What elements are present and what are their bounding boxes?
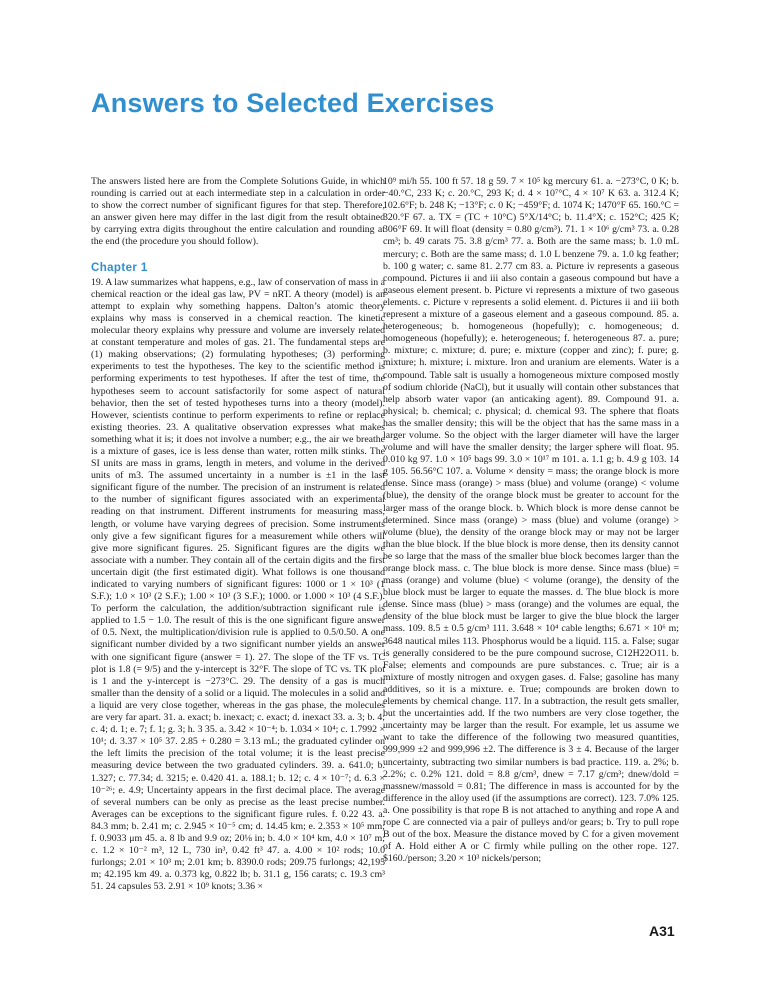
right-column bbox=[383, 176, 679, 865]
answers-right-text: 10⁹ mi/h 55. 100 ft 57. 18 g 59. 7 × 10⁵ kg mercury 61. a. −273°C, 0 K; b. −40.°C, 233 K; c. 20.°C, 293 K; d. 4 × 10⁷°C, 4 × 10⁷ K 63. a. 312.4 K; 102.6°F; b. 248 K; −13°F; c. 0 K; −459°F; d. 1074 K; 1470°F 65. 160.°C = 320.°F 67. a. TX = (TC + 10°C) 5°X/14°C; b. 11.4°X; c. 152°C; 425 K; 306°F 69. It will float (density = 0.80 g/cm³). 71. 1 × 10⁶ g/cm³ 73. a. 0.28 cm³; b. 49 carats 75. 3.8 g/cm³ 77. a. Both are the same mass; b. 1.0 mL mercury; c. Both are the same mass; d. 1.0 L benzene 79. a. 1.0 kg feather; b. 100 g water; c. same 81. 2.77 cm 83. a. Picture iv represents a gaseous compound. Pictures ii and iii also contain a gaseous compound but have a gaseous element present. b. Picture vi represents a mixture of two gaseous elements. c. Picture v represents a solid element. d. Pictures ii and iii both represent a mixture of a gaseous element and a gaseous compound. 85. a. heterogeneous; b. homogeneous (hopefully); c. homogeneous; d. homogeneous (hopefully); e. heterogeneous; f. heterogeneous 87. a. pure; b. mixture; c. mixture; d. pure; e. mixture (copper and zinc); f. pure; g. mixture; h. mixture; i. mixture. Iron and uranium are elements. Water is a compound. Table salt is usually a homogeneous mixture composed mostly of sodium chloride (NaCl), but it usually will contain other substances that help absorb water vapor (an anticaking agent). 89. Compound 91. a. physical; b. chemical; c. physical; d. chemical 93. The sphere that floats has the smaller density; this will be the object that has the same mass in a larger volume. So the object with the larger diameter will have the larger volume and will have the smaller density; the larger sphere will float. 95. 0.010 kg 97. 1.0 × 10⁵ bags 99. 3.0 × 10¹⁷ m 101. a. 1.1 g; b. 4.9 g 103. 14 g 105. 56.56°C 107. a. Volume × density = mass; the orange block is more dense. Since mass (orange) > mass (blue) and volume (orange) < volume (blue), the density of the orange block must be greater to account for the larger mass of the orange block. b. Which block is more dense cannot be determined. Since mass (orange) > mass (blue) and volume (orange) > volume (blue), the density of the orange block may or may not be larger than the blue block. If the blue block is more dense, then its density cannot be so large that the mass of the smaller blue block becomes larger than the orange block mass. c. The blue block is more dense. Since mass (blue) = mass (orange) and volume (blue) < volume (orange), the density of the blue block must be larger to equate the masses. d. The blue block is more dense. Since mass (blue) > mass (orange) and the volumes are equal, the density of the blue block must be larger to give the blue block the larger mass. 109. 8.5 ± 0.5 g/cm³ 111. 3.648 × 10⁴ cable lengths; 6.671 × 10⁶ m; 3648 nautical miles 113. Phosphorus would be a liquid. 115. a. False; sugar is generally considered to be the pure compound sucrose, C12H22O11. b. False; elements and compounds are pure substances. c. True; air is a mixture of mostly nitrogen and oxygen gases. d. False; gasoline has many additives, so it is a mixture. e. True; compounds are broken down to elements by chemical change. 117. In a subtraction, the result gets smaller, but the uncertainties add. If the two numbers are very close together, the uncertainty may be larger than the result. For example, let us assume we want to take the difference of the following two measured quantities, 999,999 ±2 and 999,996 ±2. The difference is 3 ± 4. Because of the larger uncertainty, subtracting two similar numbers is bad practice. 119. a. 2%; b. 2.2%; c. 0.2% 121. dold = 8.8 g/cm³, dnew = 7.17 g/cm³; dnew/dold = massnew/massold = 0.81; The difference in mass is accounted for by the difference in the alloy used (if the assumptions are correct). 123. 7.0% 125. a. One possibility is that rope B is not attached to anything and rope A and rope C are connected via a pair of pulleys and/or gears; b. Try to pull rope B out of the box. Measure the distance moved by C for a given movement of A. Hold either A or C firmly while pulling on the other rope. 127. $160./person; 3.20 × 10³ nickels/person; bbox=[383, 176, 679, 865]
page-number: A31 bbox=[649, 923, 675, 939]
page-title: Answers to Selected Exercises bbox=[91, 88, 495, 118]
intro-paragraph: The answers listed here are from the Complete Solutions Guide, in which rounding is carried out at each intermediate step in a calculation in order to show the correct number of significant figures for that step. Therefore, an answer given here may differ in the last digit from the result obtained by carrying extra digits throughout the entire calculation and rounding at the end (the procedure you should follow). bbox=[91, 176, 385, 248]
left-column bbox=[91, 176, 385, 893]
answers-left-text: 19. A law summarizes what happens, e.g., law of conservation of mass in a chemical reaction or the ideal gas law, PV = nRT. A theory (model) is an attempt to explain why something happens. Dalton’s atomic theory explains why mass is conserved in a chemical reaction. The kinetic molecular theory explains why pressure and volume are inversely related at constant temperature and moles of gas. 21. The fundamental steps are (1) making observations; (2) formulating hypotheses; (3) performing experiments to test the hypotheses. The key to the scientific method is performing experiments to test hypotheses. If after the test of time, the hypotheses seem to account satisfactorily for some aspect of natural behavior, then the set of tested hypotheses turns into a theory (model). However, scientists continue to perform experiments to refine or replace existing theories. 23. A qualitative observation expresses what makes something what it is; it does not involve a number; e.g., the air we breathe is a mixture of gases, ice is less dense than water, rotten milk stinks. The SI units are mass in grams, length in meters, and volume in the derived units of m3. The assumed uncertainty in a number is ±1 in the last significant figure of the number. The precision of an instrument is related to the number of significant figures associated with an experimental reading on that instrument. Different instruments for measuring mass, length, or volume have varying degrees of precision. Some instruments only give a few significant figures for a measurement while others will give more significant figures. 25. Significant figures are the digits we associate with a number. They contain all of the certain digits and the first uncertain digit (the first estimated digit). What follows is one thousand indicated to varying numbers of significant figures: 1000 or 1 × 10³ (1 S.F.); 1.0 × 10³ (2 S.F.); 1.00 × 10³ (3 S.F.); 1000. or 1.000 × 10³ (4 S.F.). To perform the calculation, the addition/subtraction significant rule is applied to 1.5 − 1.0. The result of this is the one significant figure answer of 0.5. Next, the multiplication/division rule is applied to 0.5/0.50. A one significant number divided by a two significant number yields an answer with one significant figure (answer = 1). 27. The slope of the TF vs. TC plot is 1.8 (= 9/5) and the y-intercept is 32°F. The slope of TC vs. TK plot is 1 and the y-intercept is −273°C. 29. The density of a gas is much smaller than the density of a solid or a liquid. The molecules in a solid and a liquid are very close together, whereas in the gas phase, the molecules are very far apart. 31. a. exact; b. inexact; c. exact; d. inexact 33. a. 3; b. 4; c. 4; d. 1; e. 7; f. 1; g. 3; h. 3 35. a. 3.42 × 10⁻⁴; b. 1.034 × 10⁴; c. 1.7992 × 10¹; d. 3.37 × 10⁵ 37. 2.85 + 0.280 = 3.13 mL; the graduated cylinder on the left limits the precision of the total volume; it is the least precise measuring device between the two graduated cylinders. 39. a. 641.0; b. 1.327; c. 77.34; d. 3215; e. 0.420 41. a. 188.1; b. 12; c. 4 × 10⁻⁷; d. 6.3 × 10⁻²⁶; e. 4.9; Uncertainty appears in the first decimal place. The average of several numbers can be only as precise as the least precise number. Averages can be exceptions to the significant figure rules. f. 0.22 43. a. 84.3 mm; b. 2.41 m; c. 2.945 × 10⁻⁵ cm; d. 14.45 km; e. 2.353 × 10⁵ mm; f. 0.9033 μm 45. a. 8 lb and 9.9 oz; 20⅛ in; b. 4.0 × 10⁴ km, 4.0 × 10⁷ m; c. 1.2 × 10⁻² m³, 12 L, 730 in³, 0.42 ft³ 47. a. 4.00 × 10² rods; 10.0 furlongs; 2.01 × 10³ m; 2.01 km; b. 8390.0 rods; 209.75 furlongs; 42,195 m; 42.195 km 49. a. 0.373 kg, 0.822 lb; b. 31.1 g, 156 carats; c. 19.3 cm³ 51. 24 capsules 53. 2.91 × 10⁹ knots; 3.36 × bbox=[91, 276, 385, 893]
chapter-heading: Chapter 1 bbox=[91, 261, 148, 274]
